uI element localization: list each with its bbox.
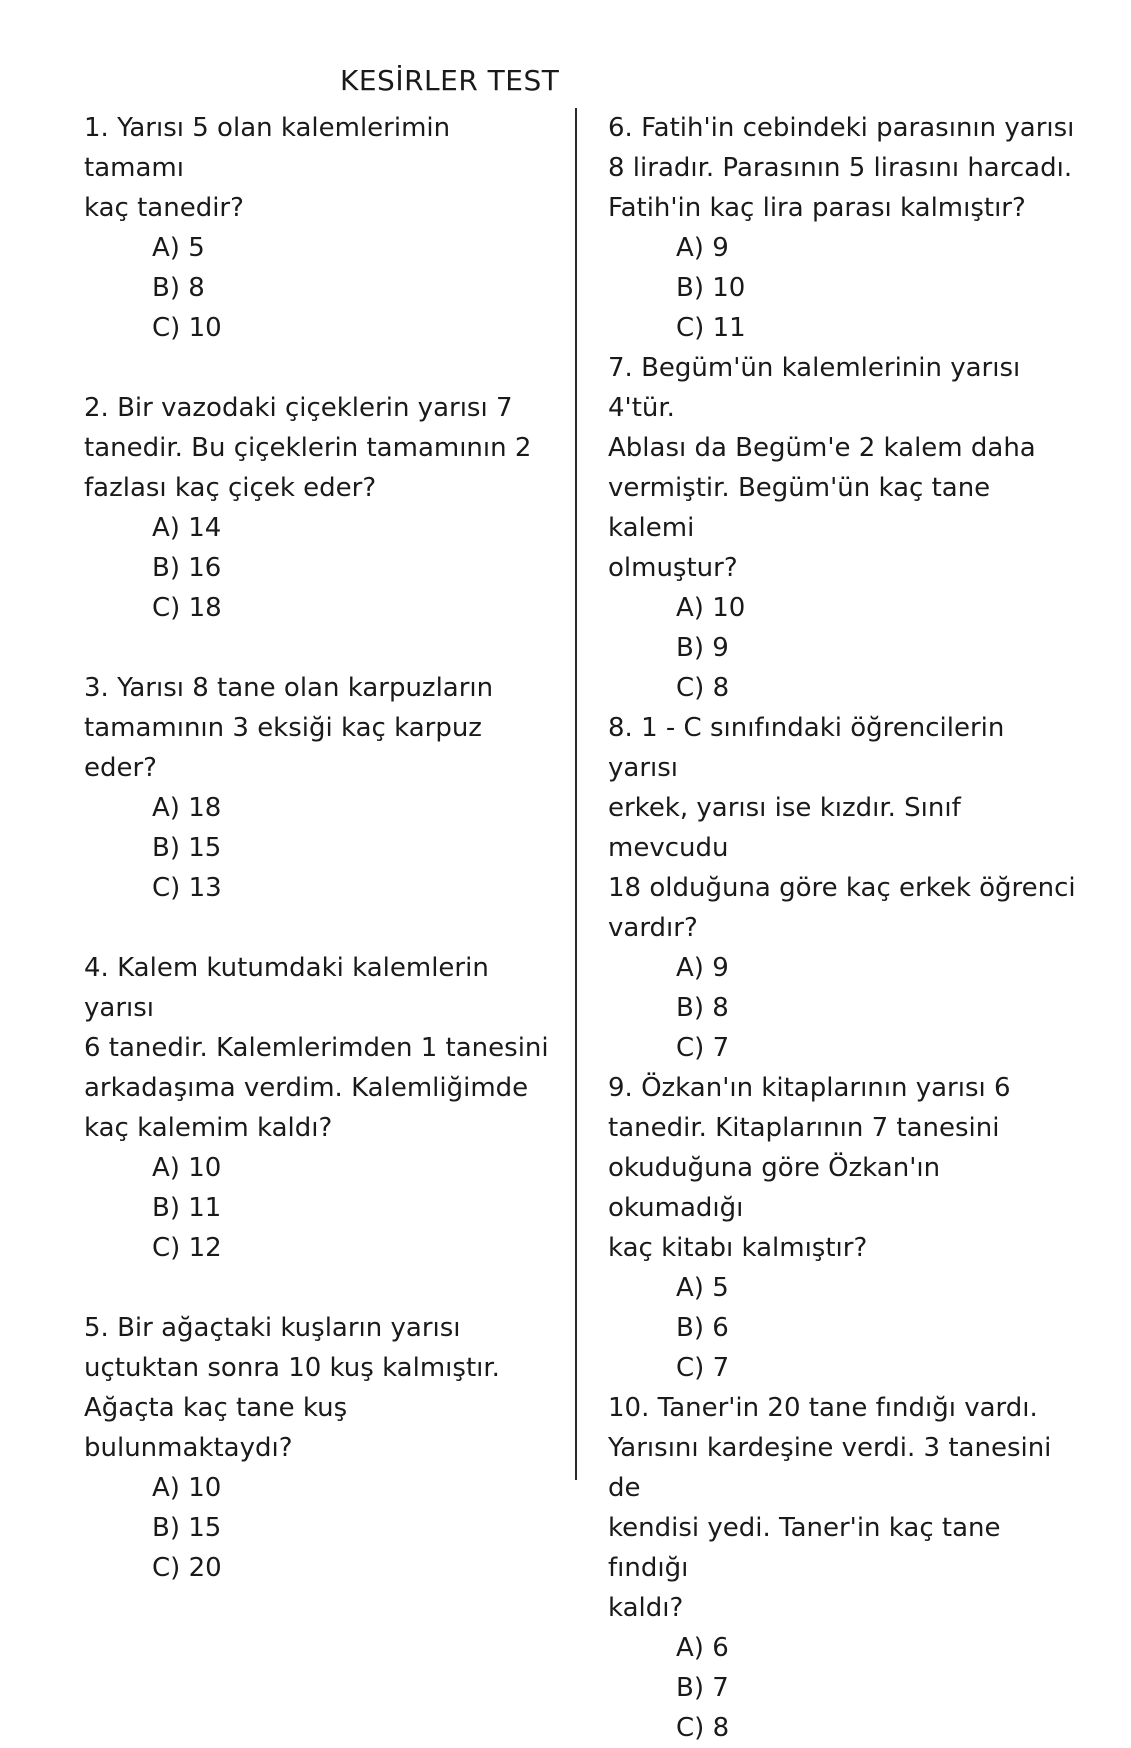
answer-option[interactable]: C) 10 (152, 313, 222, 343)
question-text: kendisi yedi. Taner'in kaç tane fındığı (608, 1513, 1001, 1583)
question (84, 388, 554, 628)
answer-option[interactable]: B) 16 (152, 553, 222, 583)
answer-option[interactable]: A) 10 (152, 1153, 222, 1183)
question-text: Ağaçta kaç tane kuş bulunmaktaydı? (84, 1393, 348, 1463)
answer-option[interactable]: C) 8 (676, 673, 730, 703)
question-spacer (84, 348, 554, 388)
answer-option[interactable]: A) 10 (152, 1473, 222, 1503)
question-text: arkadaşıma verdim. Kalemliğimde (84, 1073, 529, 1103)
answer-options (608, 228, 1078, 348)
question (608, 1068, 1078, 1388)
answer-options (608, 1268, 1078, 1388)
question-text: Yarısını kardeşine verdi. 3 tanesini de (608, 1433, 1052, 1503)
question (84, 948, 554, 1268)
answer-option[interactable]: C) 8 (676, 1713, 730, 1743)
question-text: vardır? (608, 913, 698, 943)
answer-option[interactable]: B) 10 (676, 273, 746, 303)
answer-option[interactable]: A) 9 (676, 233, 729, 263)
answer-option[interactable]: B) 15 (152, 1513, 222, 1543)
answer-options (84, 228, 554, 348)
question (84, 668, 554, 908)
question-text: Fatih'in kaç lira parası kalmıştır? (608, 193, 1026, 223)
question-text: okuduğuna göre Özkan'ın okumadığı (608, 1153, 941, 1223)
question (84, 108, 554, 348)
answer-option[interactable]: A) 5 (676, 1273, 729, 1303)
answer-options (84, 1468, 554, 1588)
answer-option[interactable]: A) 5 (152, 233, 205, 263)
question-text: 3. Yarısı 8 tane olan karpuzların (84, 673, 494, 703)
question-text: 1. Yarısı 5 olan kalemlerimin tamamı (84, 113, 451, 183)
question-text: kaç kitabı kalmıştır? (608, 1233, 868, 1263)
answer-option[interactable]: C) 7 (676, 1353, 730, 1383)
answer-option[interactable]: C) 7 (676, 1033, 730, 1063)
question (608, 108, 1078, 348)
question (608, 348, 1078, 708)
question-spacer (84, 628, 554, 668)
question-text: erkek, yarısı ise kızdır. Sınıf mevcudu (608, 793, 961, 863)
answer-option[interactable]: C) 20 (152, 1553, 222, 1583)
answer-options (84, 1148, 554, 1268)
answer-options (608, 1628, 1078, 1748)
question-text: 6 tanedir. Kalemlerimden 1 tanesini (84, 1033, 549, 1063)
question-text: 4. Kalem kutumdaki kalemlerin yarısı (84, 953, 489, 1023)
page-title: KESİRLER TEST (340, 64, 560, 97)
question-text: vermiştir. Begüm'ün kaç tane kalemi (608, 473, 991, 543)
question-text: 18 olduğuna göre kaç erkek öğrenci (608, 873, 1076, 903)
question-text: 9. Özkan'ın kitaplarının yarısı 6 (608, 1073, 1011, 1103)
question-text: Ablası da Begüm'e 2 kalem daha (608, 433, 1036, 463)
question-text: tanedir. Kitaplarının 7 tanesini (608, 1113, 1000, 1143)
answer-option[interactable]: A) 18 (152, 793, 222, 823)
question-text: tamamının 3 eksiği kaç karpuz eder? (84, 713, 482, 783)
question (84, 1308, 554, 1588)
answer-option[interactable]: A) 10 (676, 593, 746, 623)
right-column (608, 108, 1078, 1748)
question-text: 5. Bir ağaçtaki kuşların yarısı (84, 1313, 461, 1343)
question (608, 708, 1078, 1068)
answer-options (608, 948, 1078, 1068)
question-text: kaldı? (608, 1593, 684, 1623)
answer-option[interactable]: B) 6 (676, 1313, 729, 1343)
question-spacer (84, 1268, 554, 1308)
answer-option[interactable]: A) 14 (152, 513, 222, 543)
answer-option[interactable]: B) 8 (676, 993, 729, 1023)
answer-option[interactable]: C) 12 (152, 1233, 222, 1263)
question-text: fazlası kaç çiçek eder? (84, 473, 377, 503)
answer-option[interactable]: B) 9 (676, 633, 729, 663)
answer-option[interactable]: A) 9 (676, 953, 729, 983)
question-text: 6. Fatih'in cebindeki parasının yarısı (608, 113, 1075, 143)
question-text: kaç kalemim kaldı? (84, 1113, 333, 1143)
question-text: 2. Bir vazodaki çiçeklerin yarısı 7 (84, 393, 513, 423)
answer-option[interactable]: B) 11 (152, 1193, 222, 1223)
question-text: tanedir. Bu çiçeklerin tamamının 2 (84, 433, 532, 463)
answer-option[interactable]: A) 6 (676, 1633, 729, 1663)
question-text: olmuştur? (608, 553, 738, 583)
question-text: uçtuktan sonra 10 kuş kalmıştır. (84, 1353, 500, 1383)
answer-option[interactable]: C) 11 (676, 313, 746, 343)
answer-options (608, 588, 1078, 708)
question-text: 8 liradır. Parasının 5 lirasını harcadı. (608, 153, 1073, 183)
question-text: kaç tanedir? (84, 193, 244, 223)
answer-options (84, 788, 554, 908)
answer-option[interactable]: C) 13 (152, 873, 222, 903)
question-spacer (84, 908, 554, 948)
question-text: 7. Begüm'ün kalemlerinin yarısı 4'tür. (608, 353, 1021, 423)
answer-option[interactable]: B) 15 (152, 833, 222, 863)
answer-option[interactable]: C) 18 (152, 593, 222, 623)
question (608, 1388, 1078, 1748)
column-divider (575, 108, 577, 1480)
answer-option[interactable]: B) 7 (676, 1673, 729, 1703)
left-column (84, 108, 554, 1588)
question-text: 8. 1 - C sınıfındaki öğrencilerin yarısı (608, 713, 1005, 783)
question-text: 10. Taner'in 20 tane fındığı vardı. (608, 1393, 1038, 1423)
answer-option[interactable]: B) 8 (152, 273, 205, 303)
answer-options (84, 508, 554, 628)
